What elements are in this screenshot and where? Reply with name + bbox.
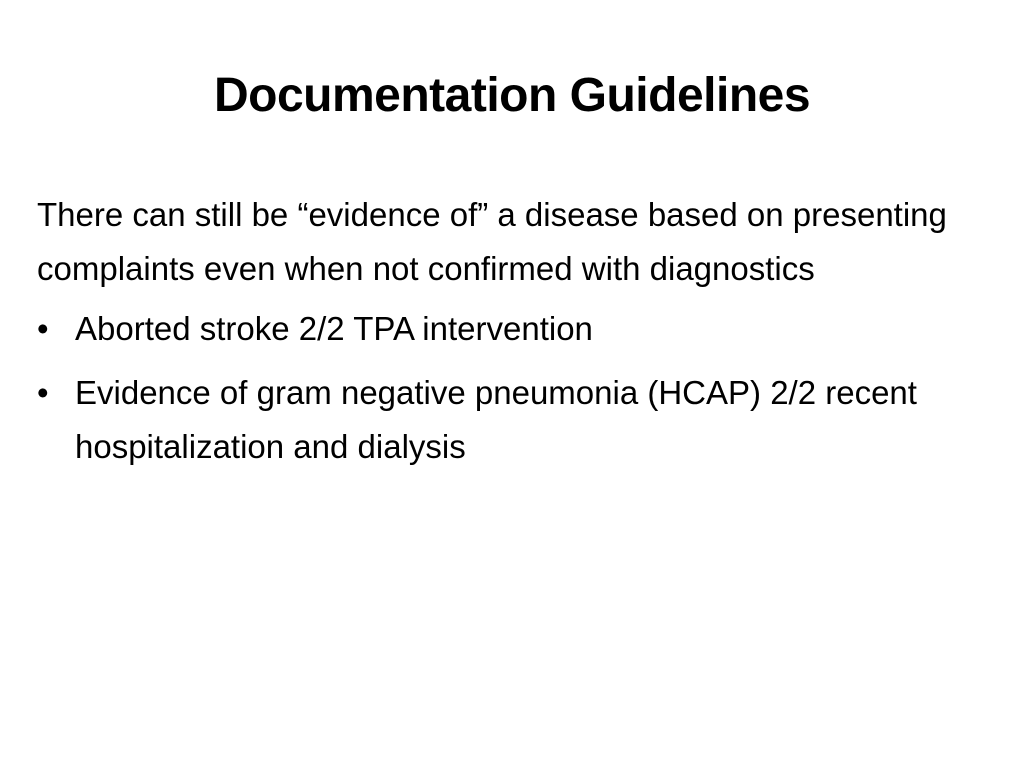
bullet-item [37,302,997,356]
bullet-text: Evidence of gram negative pneumonia (HCAP) 2/2 recent hospitalization and dialysis [75,374,917,465]
slide-body [37,188,997,484]
bullet-text: Aborted stroke 2/2 TPA intervention [75,310,593,347]
intro-paragraph: There can still be “evidence of” a disease based on presenting complaints even when not confirmed with diagnostics [37,196,947,287]
bullet-marker-icon: • [37,310,49,347]
slide-title: Documentation Guidelines [213,69,811,122]
bullet-list [37,302,997,474]
bullet-item [37,366,997,474]
bullet-marker-icon: • [37,374,49,411]
